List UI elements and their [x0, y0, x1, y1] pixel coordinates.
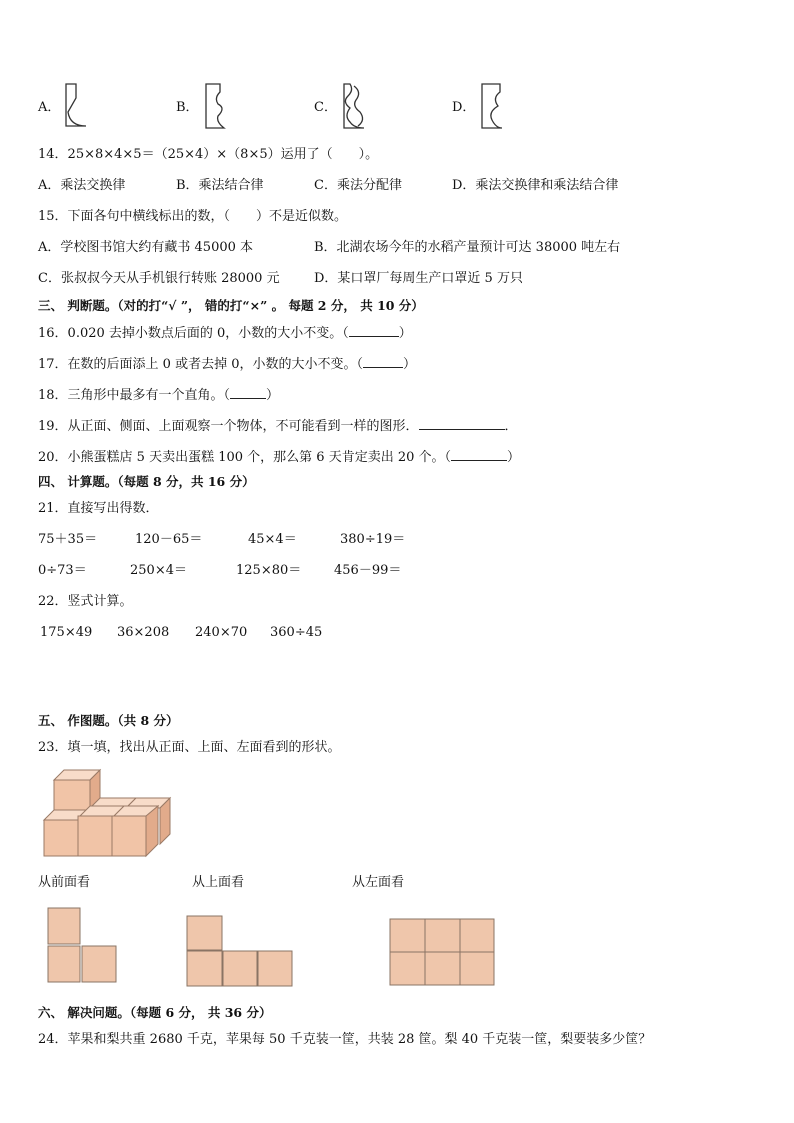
top-view-figure — [187, 916, 295, 988]
q21-calc: 0÷73＝ — [38, 563, 87, 578]
q20: 20．小熊蛋糕店 5 天卖出蛋糕 100 个，那么第 6 天肯定卖出 20 个。（ ） — [38, 450, 521, 465]
q13-option-a: A． — [38, 100, 61, 115]
q13-shape-a-icon — [62, 82, 96, 132]
q24-stem: 24．苹果和梨共重 2680 千克，苹果每 50 千克装一筐，共装 28 筐。梨 40 千克装一筐，梨要装多少筐？ — [38, 1032, 652, 1047]
answer-blank[interactable] — [451, 448, 507, 461]
q18: 18．三角形中最多有一个直角。（ ） — [38, 388, 280, 403]
q13-option-b: B． — [176, 100, 199, 115]
q21-calc: 120－65＝ — [135, 532, 203, 547]
q21-calc: 125×80＝ — [236, 563, 302, 578]
answer-blank[interactable] — [363, 355, 403, 368]
q17: 17．在数的后面添上 0 或者去掉 0，小数的大小不变。（ ） — [38, 357, 416, 372]
q21-calc: 250×4＝ — [130, 563, 187, 578]
q21-calc: 45×4＝ — [248, 532, 297, 547]
q15-option-a: A．学校图书馆大约有藏书 45000 本 — [38, 240, 254, 255]
cube-stack-figure — [44, 768, 174, 860]
q22-item: 36×208 — [117, 625, 170, 640]
q21-calc: 75＋35＝ — [38, 532, 98, 547]
q23-stem: 23．填一填，找出从正面、上面、左面看到的形状。 — [38, 740, 341, 755]
section4-heading: 四、 计算题。（每题 8 分，共 16 分） — [38, 474, 255, 489]
q13-option-c: C． — [314, 100, 337, 115]
q22-stem: 22．竖式计算。 — [38, 594, 133, 609]
q21-calc: 456－99＝ — [334, 563, 402, 578]
q16: 16．0.020 去掉小数点后面的 0，小数的大小不变。（ ） — [38, 326, 412, 341]
view-label-left: 从左面看 — [352, 875, 405, 890]
front-view-figure — [48, 908, 118, 986]
q15-option-c: C．张叔叔今天从手机银行转账 28000 元 — [38, 271, 280, 286]
q15-option-d: D．某口罩厂每周生产口罩近 5 万只 — [314, 271, 523, 286]
q15-option-b: B．北湖农场今年的水稻产量预计可达 38000 吨左右 — [314, 240, 621, 255]
answer-blank[interactable] — [419, 417, 505, 430]
q13-shape-d-icon — [478, 82, 512, 132]
q13-shape-c-icon — [340, 82, 374, 132]
q15-stem: 15．下面各句中横线标出的数，（ ）不是近似数。 — [38, 209, 348, 224]
q22-item: 240×70 — [195, 625, 248, 640]
q14-option-c: C．乘法分配律 — [314, 178, 402, 193]
q22-item: 360÷45 — [270, 625, 323, 640]
q14-option-b: B．乘法结合律 — [176, 178, 264, 193]
q14-option-a: A．乘法交换律 — [38, 178, 126, 193]
q14-option-d: D．乘法交换律和乘法结合律 — [452, 178, 619, 193]
section3-heading: 三、 判断题。（对的打“√ ”， 错的打“×” 。 每题 2 分， 共 10 分） — [38, 298, 424, 313]
view-label-front: 从前面看 — [38, 875, 91, 890]
section6-heading: 六、 解决问题。（每题 6 分， 共 36 分） — [38, 1005, 272, 1020]
q13-option-d: D． — [452, 100, 476, 115]
q21-stem: 21．直接写出得数． — [38, 501, 159, 516]
answer-blank[interactable] — [349, 324, 399, 337]
left-view-figure — [390, 919, 496, 987]
q13-shape-b-icon — [202, 82, 236, 132]
section5-heading: 五、 作图题。（共 8 分） — [38, 713, 179, 728]
q21-calc: 380÷19＝ — [340, 532, 406, 547]
answer-blank[interactable] — [230, 386, 266, 399]
q19: 19．从正面、侧面、上面观察一个物体，不可能看到一样的图形． ． — [38, 419, 518, 434]
view-label-top: 从上面看 — [192, 875, 245, 890]
q22-item: 175×49 — [40, 625, 93, 640]
q14-stem: 14．25×8×4×5＝（25×4）×（8×5）运用了（ ）。 — [38, 147, 379, 162]
